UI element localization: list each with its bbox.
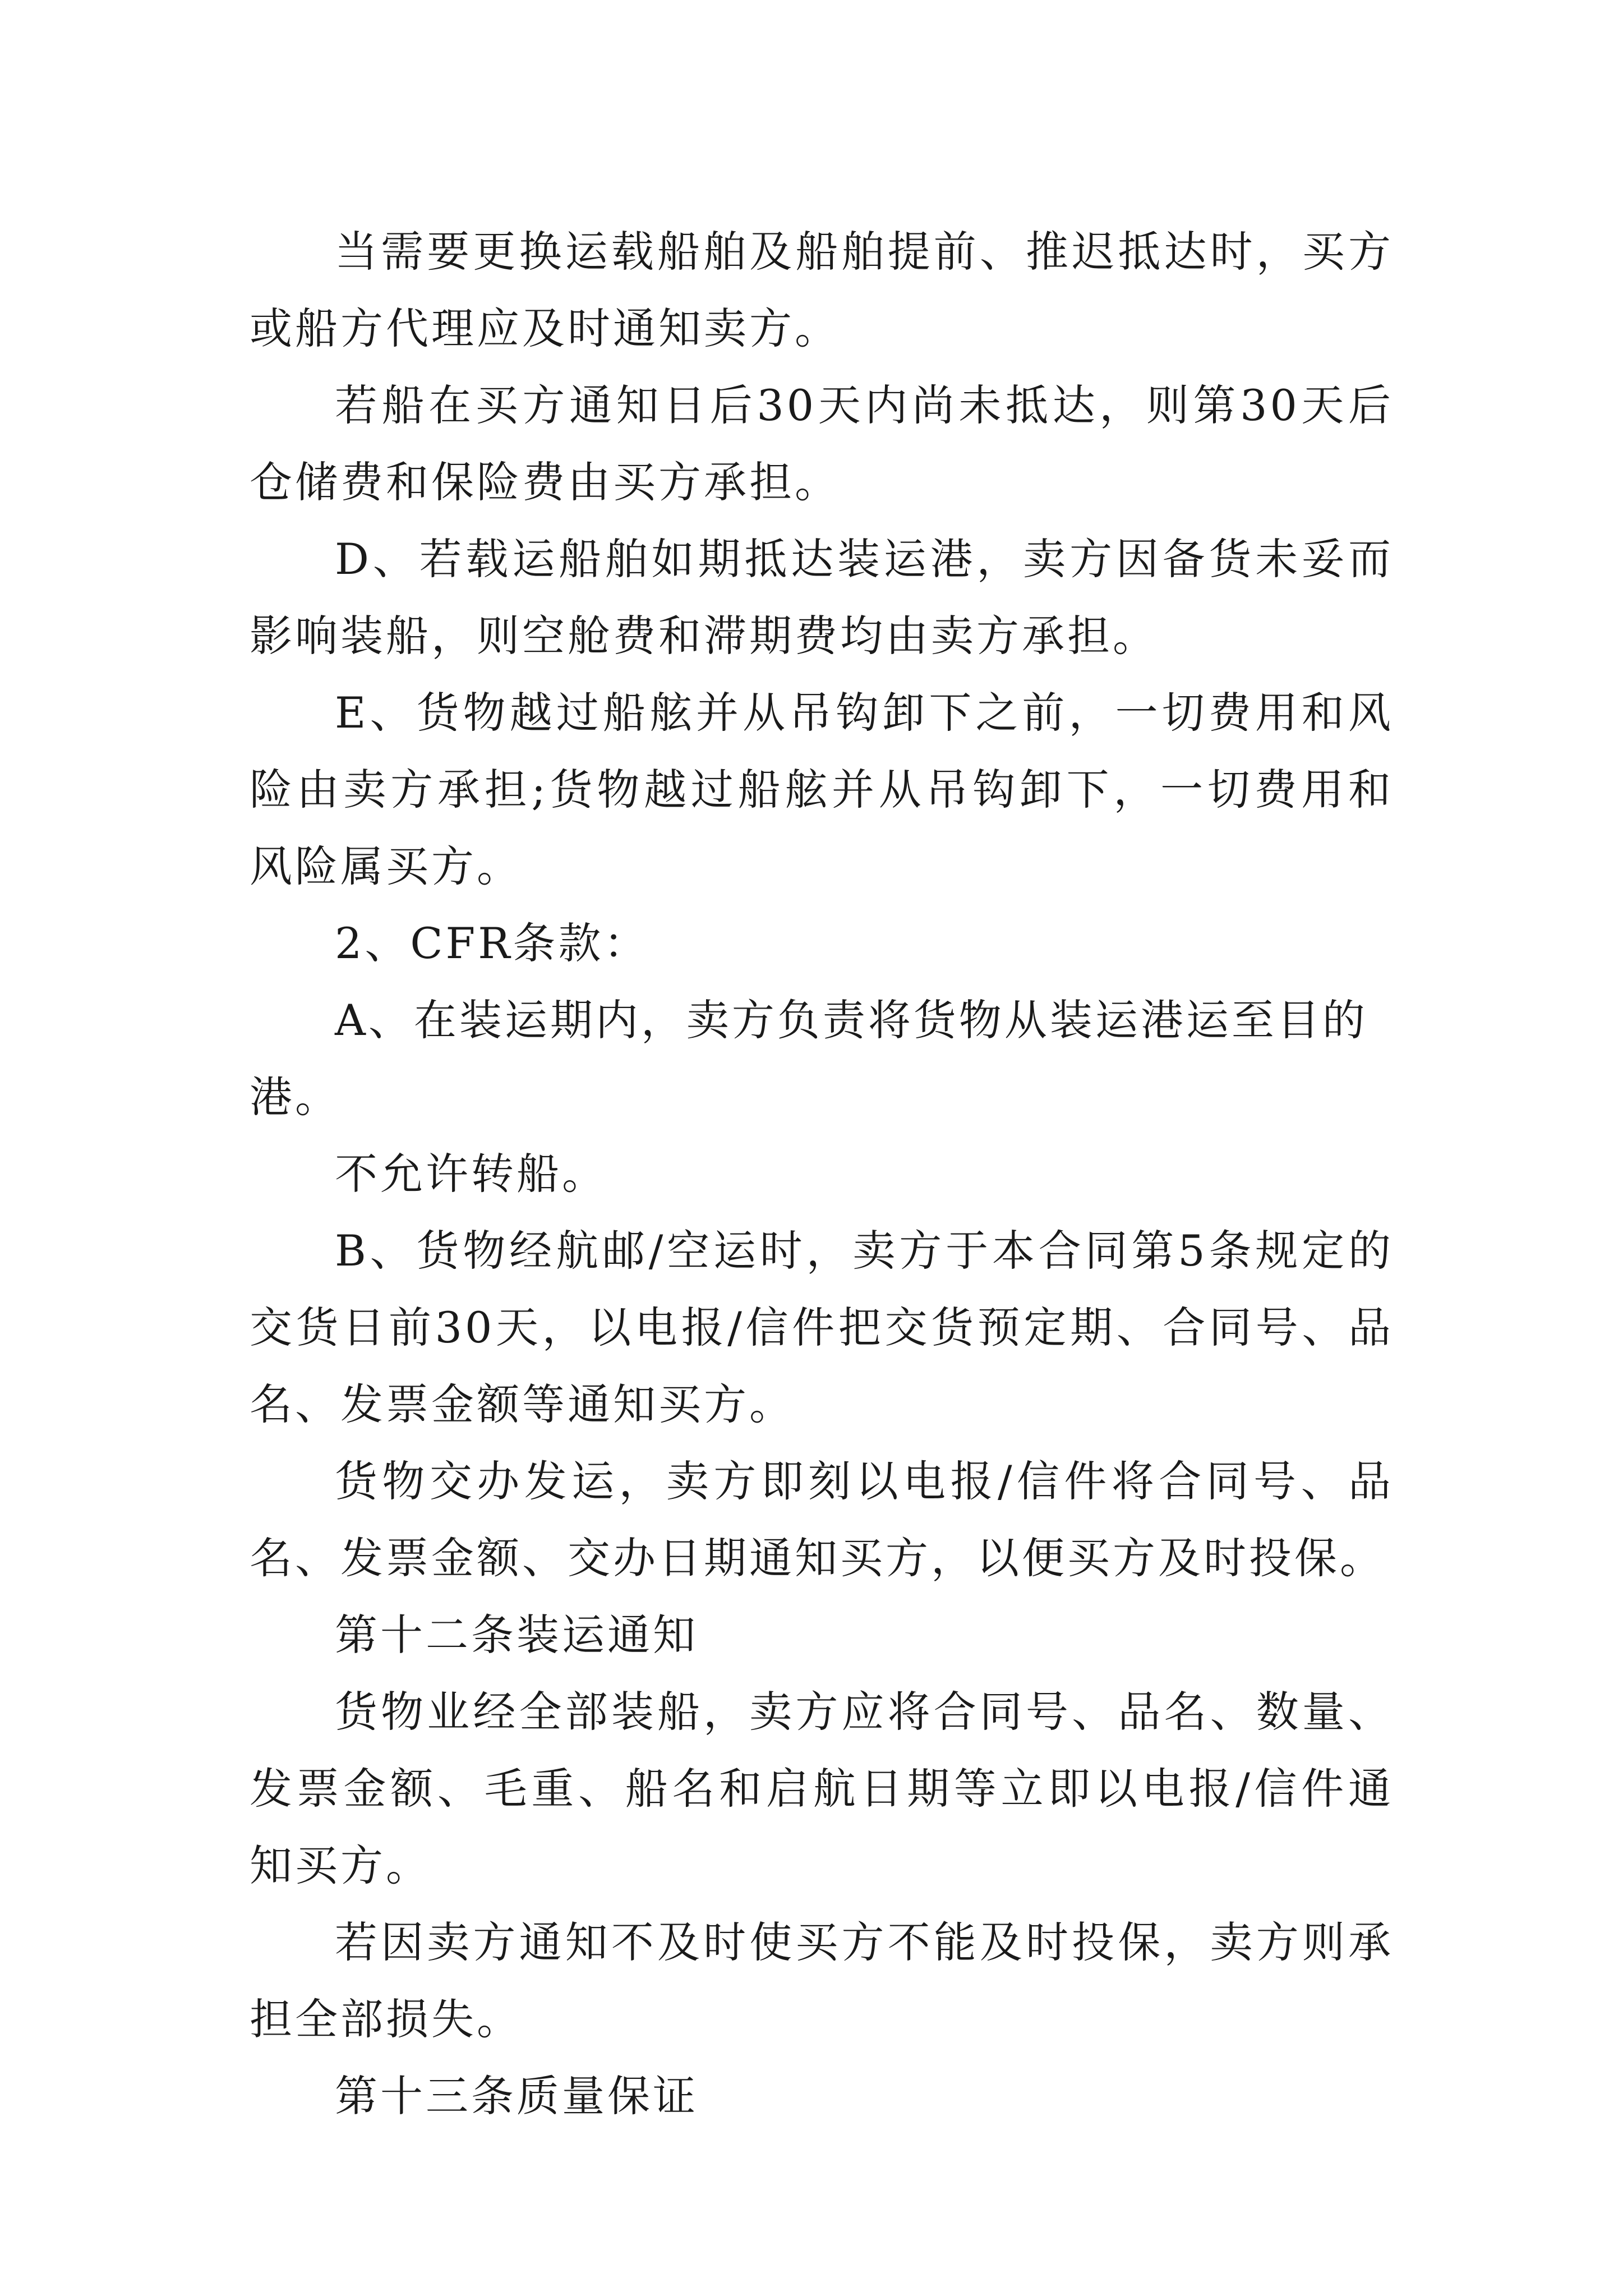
paragraph-cfr-heading: 2、CFR条款： [335, 918, 649, 968]
section-title-shipment-notice: 第十二条装运通知 [335, 1610, 698, 1660]
section-title-quality-guarantee: 第十三条质量保证 [335, 2071, 698, 2121]
document-body [250, 213, 1394, 2134]
paragraph-clause-e: E、货物越过船舷并从吊钩卸下之前，一切费用和风险由卖方承担;货物越过船舷并从吊钩卸下，一切费用和风险属买方。 [250, 688, 1394, 891]
paragraph-storage-insurance-fees: 若船在买方通知日后30天内尚未抵达，则第30天后仓储费和保险费由买方承担。 [250, 380, 1394, 507]
paragraph-late-notice-liability: 若因卖方通知不及时使买方不能及时投保，卖方则承担全部损失。 [250, 1917, 1394, 2044]
paragraph-loading-notice: 货物业经全部装船，卖方应将合同号、品名、数量、发票金额、毛重、船名和启航日期等立即以电报/信件通知买方。 [250, 1687, 1394, 1890]
paragraph-clause-d: D、若载运船舶如期抵达装运港，卖方因备货未妥而影响装船，则空舱费和滞期费均由卖方承担。 [250, 534, 1394, 661]
paragraph-dispatch-notice: 货物交办发运，卖方即刻以电报/信件将合同号、品名、发票金额、交办日期通知买方，以便买方及时投保。 [250, 1456, 1394, 1583]
paragraph-no-transshipment: 不允许转船。 [335, 1149, 607, 1199]
paragraph-clause-a: A、在装运期内，卖方负责将货物从装运港运至目的港。 [250, 995, 1368, 1122]
paragraph-clause-b: B、货物经航邮/空运时，卖方于本合同第5条规定的交货日前30天，以电报/信件把交货预定期、合同号、品名、发票金额等通知买方。 [250, 1226, 1394, 1429]
paragraph-ship-change-notice: 当需要更换运载船舶及船舶提前、推迟抵达时，买方或船方代理应及时通知卖方。 [250, 227, 1394, 353]
